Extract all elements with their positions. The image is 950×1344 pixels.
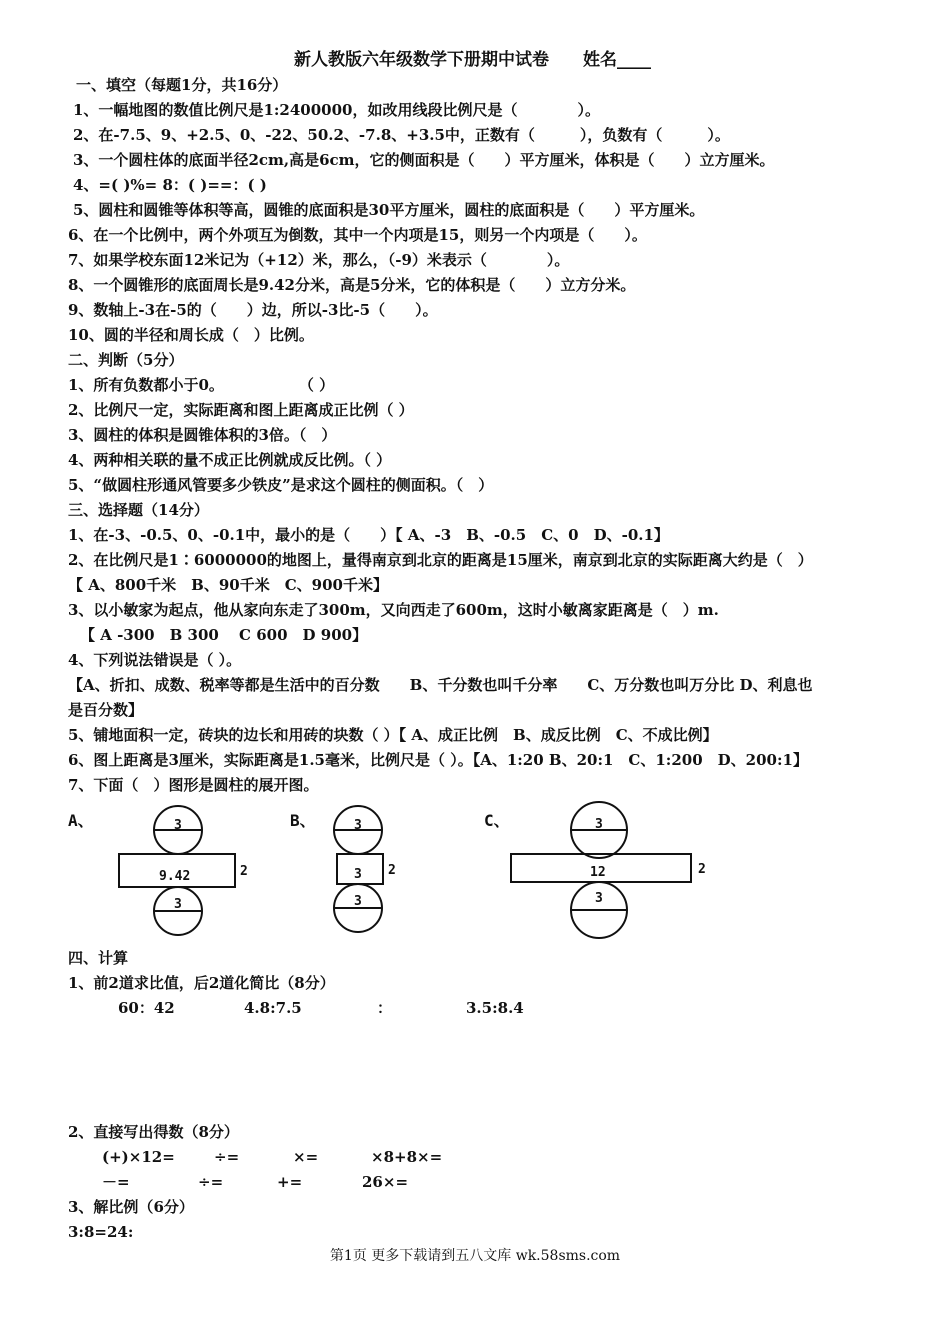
- option-b-rect-value: 3: [354, 867, 362, 882]
- calc-q2-r1-3: ×=: [293, 1148, 319, 1166]
- calc-q1-item-3: ：: [377, 999, 393, 1017]
- choice-item-3-options: 【 A -300 B 300 C 600 D 900】: [80, 626, 368, 644]
- calc-q2-r2-3: +=: [277, 1173, 303, 1191]
- calc-q2-r2-4: 26×=: [362, 1173, 409, 1191]
- page-title: 新人教版六年级数学下册期中试卷 姓名____: [294, 50, 651, 70]
- calc-q2-r1-1: (+)×12=: [102, 1148, 175, 1166]
- calc-q3-header: 3、解比例（6分）: [68, 1198, 194, 1216]
- choice-item-2: 2、在比例尺是1∶6000000的地图上，量得南京到北京的距离是15厘米，南京到北京的实际距离大约是（ ）: [68, 551, 813, 569]
- option-a-rect-value: 9.42: [159, 869, 191, 884]
- calc-q1-header: 1、前2道求比值，后2道化简比（8分）: [68, 974, 335, 992]
- option-b-label: B、: [290, 811, 316, 830]
- section-4-header: 四、计算: [68, 949, 129, 967]
- calc-q2-r2-1: －=: [102, 1173, 130, 1191]
- calc-q2-r1-2: ÷=: [214, 1148, 240, 1166]
- section-1-header: 一、填空（每题1分，共16分）: [76, 76, 288, 94]
- choice-item-7: 7、下面（ ）图形是圆柱的展开图。: [68, 776, 319, 794]
- calc-q1-item-2: 4.8:7.5: [244, 999, 302, 1017]
- fill-item-8: 8、一个圆锥形的底面周长是9.42分米，高是5分米，它的体积是（ ）立方分米。: [68, 276, 636, 294]
- section-2-header: 二、判断（5分）: [68, 351, 184, 369]
- option-c-side-value: 2: [698, 862, 706, 877]
- judge-item-2: 2、比例尺一定，实际距离和图上距离成正比例（ ）: [68, 401, 414, 419]
- choice-item-4-options-cont: 是百分数】: [68, 701, 144, 719]
- fill-item-1: 1、一幅地图的数值比例尺是1:2400000，如改用线段比例尺是（ ）。: [73, 101, 600, 119]
- option-c-bottom-value: 3: [595, 891, 603, 906]
- choice-item-5: 5、铺地面积一定，砖块的边长和用砖的块数（ ）【 A、成正比例 B、成反比例 C、不成比例】: [68, 726, 718, 744]
- option-b-side-value: 2: [388, 863, 396, 878]
- option-a-side-value: 2: [240, 864, 248, 879]
- choice-item-2-options: 【 A、800千米 B、90千米 C、900千米】: [68, 576, 388, 594]
- fill-item-7: 7、如果学校东面12米记为（+12）米，那么，（-9）米表示（ ）。: [68, 251, 570, 269]
- option-a-bottom-value: 3: [174, 897, 182, 912]
- calc-q1-item-1: 60：42: [118, 999, 175, 1017]
- choice-item-4-options: 【A、折扣、成数、税率等都是生活中的百分数 B、千分数也叫千分率 C、万分数也叫万分比 D、利息也: [68, 676, 813, 694]
- option-c-label: C、: [484, 811, 510, 830]
- section-3-header: 三、选择题（14分）: [68, 501, 209, 519]
- option-a-top-value: 3: [174, 818, 182, 833]
- choice-item-1: 1、在-3、-0.5、0、-0.1中，最小的是（ ）【 A、-3 B、-0.5 C、0 D、-0.1】: [68, 526, 669, 544]
- page-footer: 第1页 更多下载请到五八文库 wk.58sms.com: [329, 1248, 621, 1264]
- fill-item-6: 6、在一个比例中，两个外项互为倒数，其中一个内项是15，则另一个内项是（ ）。: [68, 226, 647, 244]
- calc-q3-item: 3:8=24:: [68, 1223, 134, 1241]
- judge-item-1: 1、所有负数都小于0。 （ ）: [68, 376, 335, 394]
- choice-item-3: 3、以小敏家为起点，他从家向东走了300m，又向西走了600m，这时小敏离家距离是（ ）m.: [68, 601, 719, 619]
- fill-item-10: 10、圆的半径和周长成（ ）比例。: [68, 326, 314, 344]
- option-b-bottom-value: 3: [354, 894, 362, 909]
- option-c-top-value: 3: [595, 817, 603, 832]
- calc-q2-r1-4: ×8+8×=: [371, 1148, 443, 1166]
- calc-q2-header: 2、直接写出得数（8分）: [68, 1123, 239, 1141]
- calc-q1-item-4: 3.5:8.4: [466, 999, 524, 1017]
- option-c-rect-value: 12: [590, 865, 606, 880]
- option-a-label: A、: [68, 811, 94, 830]
- choice-item-4: 4、下列说法错误是（ ）。: [68, 651, 242, 669]
- fill-item-9: 9、数轴上-3在-5的（ ）边，所以-3比-5（ ）。: [68, 301, 438, 319]
- option-b-top-value: 3: [354, 818, 362, 833]
- judge-item-3: 3、圆柱的体积是圆锥体积的3倍。（ ）: [68, 426, 337, 444]
- judge-item-5: 5、“做圆柱形通风管要多少铁皮”是求这个圆柱的侧面积。（ ）: [68, 476, 494, 494]
- judge-item-4: 4、两种相关联的量不成正比例就成反比例。（ ）: [68, 451, 392, 469]
- fill-item-4: 4、=( )%= 8：( )==：( ): [73, 176, 267, 194]
- fill-item-5: 5、圆柱和圆锥等体积等高，圆锥的底面积是30平方厘米，圆柱的底面积是（ ）平方厘米。: [73, 201, 705, 219]
- fill-item-2: 2、在-7.5、9、+2.5、0、-22、50.2、-7.8、+3.5中，正数有（ ），负数有（ ）。: [73, 126, 730, 144]
- fill-item-3: 3、一个圆柱体的底面半径2cm,高是6cm，它的侧面积是（ ）平方厘米，体积是（ ）立方厘米。: [73, 151, 775, 169]
- choice-item-6: 6、图上距离是3厘米，实际距离是1.5毫米，比例尺是（ ）。【A、1:20 B、20:1 C、1:200 D、200:1】: [68, 751, 808, 769]
- cylinder-net-figure: [62, 796, 722, 942]
- calc-q2-r2-2: ÷=: [198, 1173, 224, 1191]
